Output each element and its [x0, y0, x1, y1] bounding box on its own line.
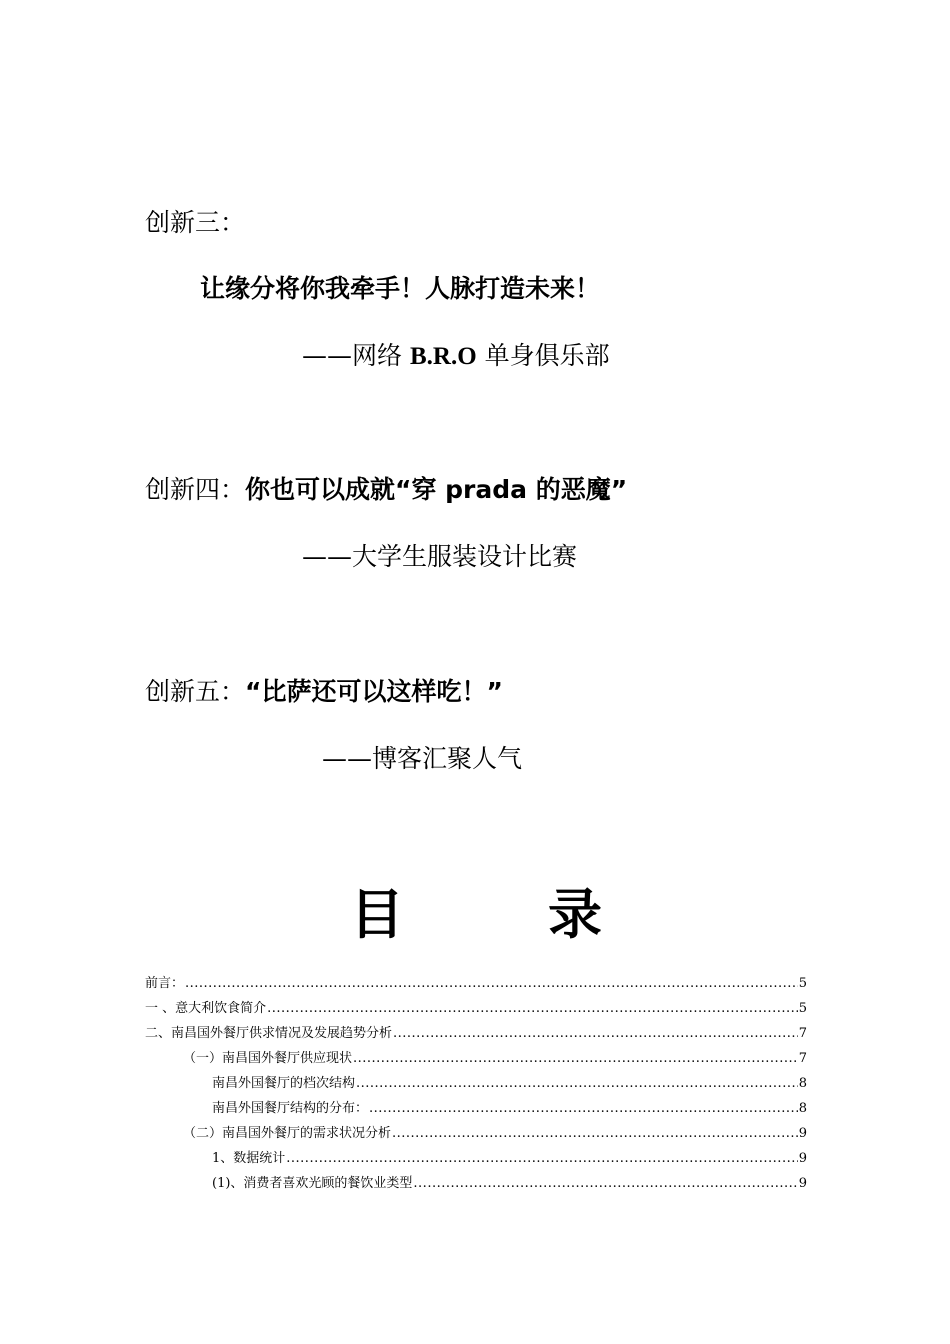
innovation-3-subtitle-rest: 单身俱乐部 — [484, 341, 610, 370]
innovation-3-slogan: 让缘分将你我牵手！人脉打造未来！ — [200, 274, 601, 303]
toc-leader — [286, 1146, 797, 1171]
toc-leader — [369, 1096, 798, 1121]
toc-entry-text: 一 、意大利饮食简介 — [145, 1001, 267, 1016]
toc-entry[interactable] — [145, 1121, 807, 1146]
innovation-3-subtitle-dash: ——网络 — [302, 341, 403, 370]
toc-title-right: 录 — [548, 883, 602, 946]
toc-leader — [267, 996, 798, 1021]
toc-leader — [356, 1071, 798, 1096]
toc-entry-text: 二、南昌国外餐厅供求情况及发展趋势分析 — [145, 1026, 393, 1041]
innovation-4-label: 创新四： — [145, 475, 246, 504]
innovation-3-label: 创新三： — [145, 208, 246, 237]
innovation-5-heading — [145, 672, 503, 708]
toc-entry-text: (1)、消费者喜欢光顾的餐饮业类型 — [212, 1176, 413, 1191]
innovation-3-subtitle — [302, 336, 610, 372]
toc-entry-page: 5 — [798, 1001, 807, 1016]
toc-leader — [392, 1121, 798, 1146]
toc-entry[interactable] — [145, 996, 807, 1021]
toc-entry[interactable] — [145, 1021, 807, 1046]
innovation-5-subtitle: ——博客汇聚人气 — [322, 744, 523, 773]
toc-entry-page: 9 — [798, 1176, 807, 1191]
toc-entry-text: 南昌外国餐厅的档次结构 — [212, 1076, 356, 1091]
toc-entry[interactable] — [145, 1071, 807, 1096]
toc-entry-text: 前言： — [145, 976, 185, 991]
toc-entry[interactable] — [145, 1096, 807, 1121]
toc-entry[interactable] — [145, 1171, 807, 1196]
toc-entry-page: 9 — [798, 1126, 807, 1141]
toc-entry-text: 1、数据统计 — [212, 1151, 286, 1166]
toc-leader — [353, 1046, 798, 1071]
innovation-3-subtitle-latin: B.R.O — [409, 343, 477, 370]
toc-entry-text: 南昌外国餐厅结构的分布： — [212, 1101, 369, 1116]
innovation-4-subtitle: ——大学生服装设计比赛 — [302, 542, 578, 571]
innovation-5-label: 创新五： — [145, 677, 246, 706]
toc-entry-page: 5 — [798, 976, 807, 991]
toc-title-left: 目 — [350, 883, 404, 946]
toc-entry-page: 9 — [798, 1151, 807, 1166]
toc-entry-text: （二）南昌国外餐厅的需求状况分析 — [183, 1126, 392, 1141]
toc-leader — [185, 971, 798, 996]
table-of-contents — [145, 971, 807, 1196]
innovation-4-heading — [145, 470, 627, 506]
toc-entry-page: 7 — [798, 1026, 807, 1041]
toc-leader — [393, 1021, 798, 1046]
toc-entry[interactable] — [145, 1146, 807, 1171]
toc-entry-page: 7 — [798, 1051, 807, 1066]
toc-entry[interactable] — [145, 971, 807, 996]
toc-leader — [413, 1171, 797, 1196]
toc-entry-text: （一）南昌国外餐厅供应现状 — [183, 1051, 353, 1066]
innovation-4-slogan: 你也可以成就“穿 prada 的恶魔” — [245, 475, 628, 504]
toc-entry[interactable] — [145, 1046, 807, 1071]
toc-entry-page: 8 — [798, 1076, 807, 1091]
toc-entry-page: 8 — [798, 1101, 807, 1116]
innovation-5-slogan: “比萨还可以这样吃！” — [245, 677, 503, 706]
